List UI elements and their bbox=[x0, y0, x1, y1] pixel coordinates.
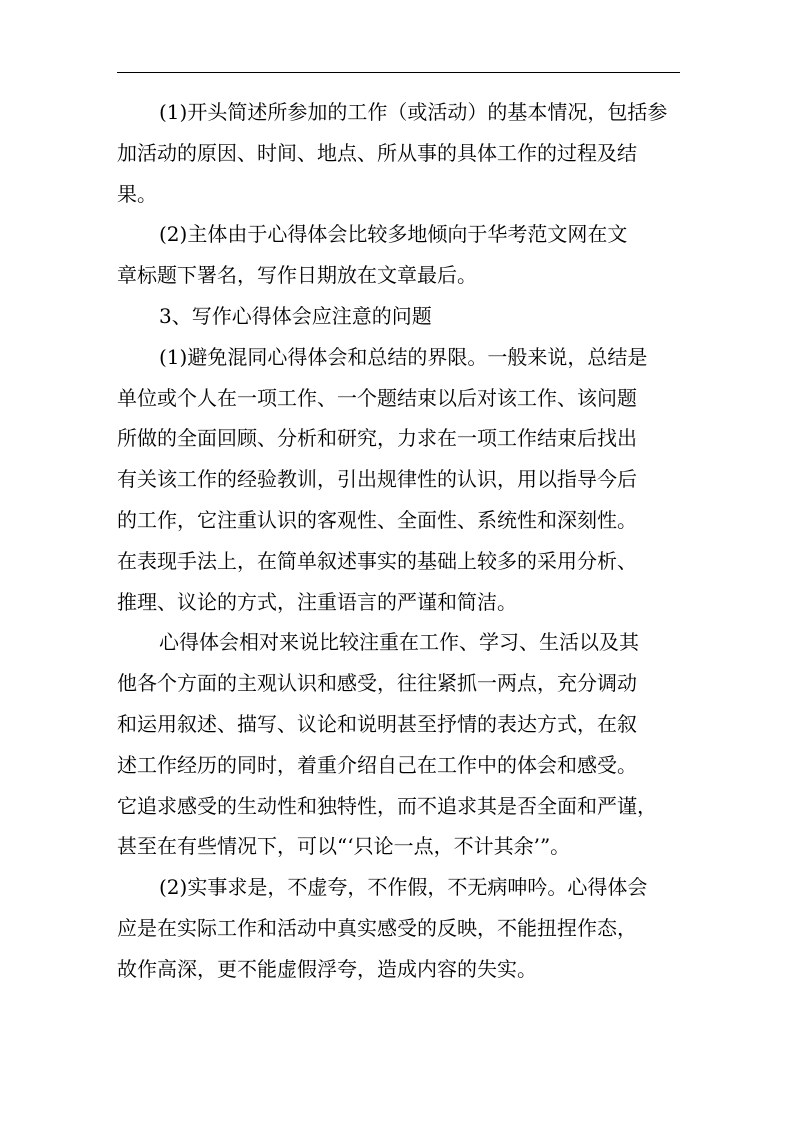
text-line: 和运用叙述、描写、议论和说明甚至抒情的表达方式，在叙 bbox=[117, 711, 637, 736]
text-line: 述工作经历的同时，着重介绍自己在工作中的体会和感受。 bbox=[117, 752, 637, 777]
text-line: 在表现手法上，在简单叙述事实的基础上较多的采用分析、 bbox=[117, 548, 637, 573]
text-line: 甚至在有些情况下，可以“‘只论一点，不计其余’”。 bbox=[117, 834, 571, 859]
text-line: 果。 bbox=[117, 181, 157, 206]
text-line: 的工作，它注重认识的客观性、全面性、系统性和深刻性。 bbox=[117, 507, 637, 532]
text-line: 推理、议论的方式，注重语言的严谨和简洁。 bbox=[117, 589, 517, 614]
text-line: 单位或个人在一项工作、一个题结束以后对该工作、该问题 bbox=[117, 385, 637, 410]
document-body bbox=[117, 92, 680, 990]
text-line: 有关该工作的经验教训，引出规律性的认识，用以指导今后 bbox=[117, 467, 637, 492]
text-line: 它追求感受的生动性和独特性，而不追求其是否全面和严谨， bbox=[117, 793, 657, 818]
section-heading: 3、写作心得体会应注意的问题 bbox=[159, 303, 432, 328]
text-line: 故作高深，更不能虚假浮夸，造成内容的失实。 bbox=[117, 956, 537, 981]
text-line: 章标题下署名，写作日期放在文章最后。 bbox=[117, 263, 477, 288]
text-line: 所做的全面回顾、分析和研究，力求在一项工作结束后找出 bbox=[117, 426, 637, 451]
text-line: (2)主体由于心得体会比较多地倾向于华考范文网在文 bbox=[159, 222, 628, 247]
text-line: 他各个方面的主观认识和感受，往往紧抓一两点，充分调动 bbox=[117, 671, 637, 696]
text-line: 加活动的原因、时间、地点、所从事的具体工作的过程及结 bbox=[117, 140, 637, 165]
text-line: (1)避免混同心得体会和总结的界限。一般来说，总结是 bbox=[159, 344, 648, 369]
text-line: (1)开头简述所参加的工作（或活动）的基本情况，包括参 bbox=[159, 100, 668, 124]
header-rule bbox=[117, 72, 680, 73]
text-line: 应是在实际工作和活动中真实感受的反映，不能扭捏作态， bbox=[117, 915, 637, 940]
text-line: (2)实事求是，不虚夸，不作假，不无病呻吟。心得体会 bbox=[159, 875, 648, 900]
text-line: 心得体会相对来说比较注重在工作、学习、生活以及其 bbox=[159, 630, 639, 655]
